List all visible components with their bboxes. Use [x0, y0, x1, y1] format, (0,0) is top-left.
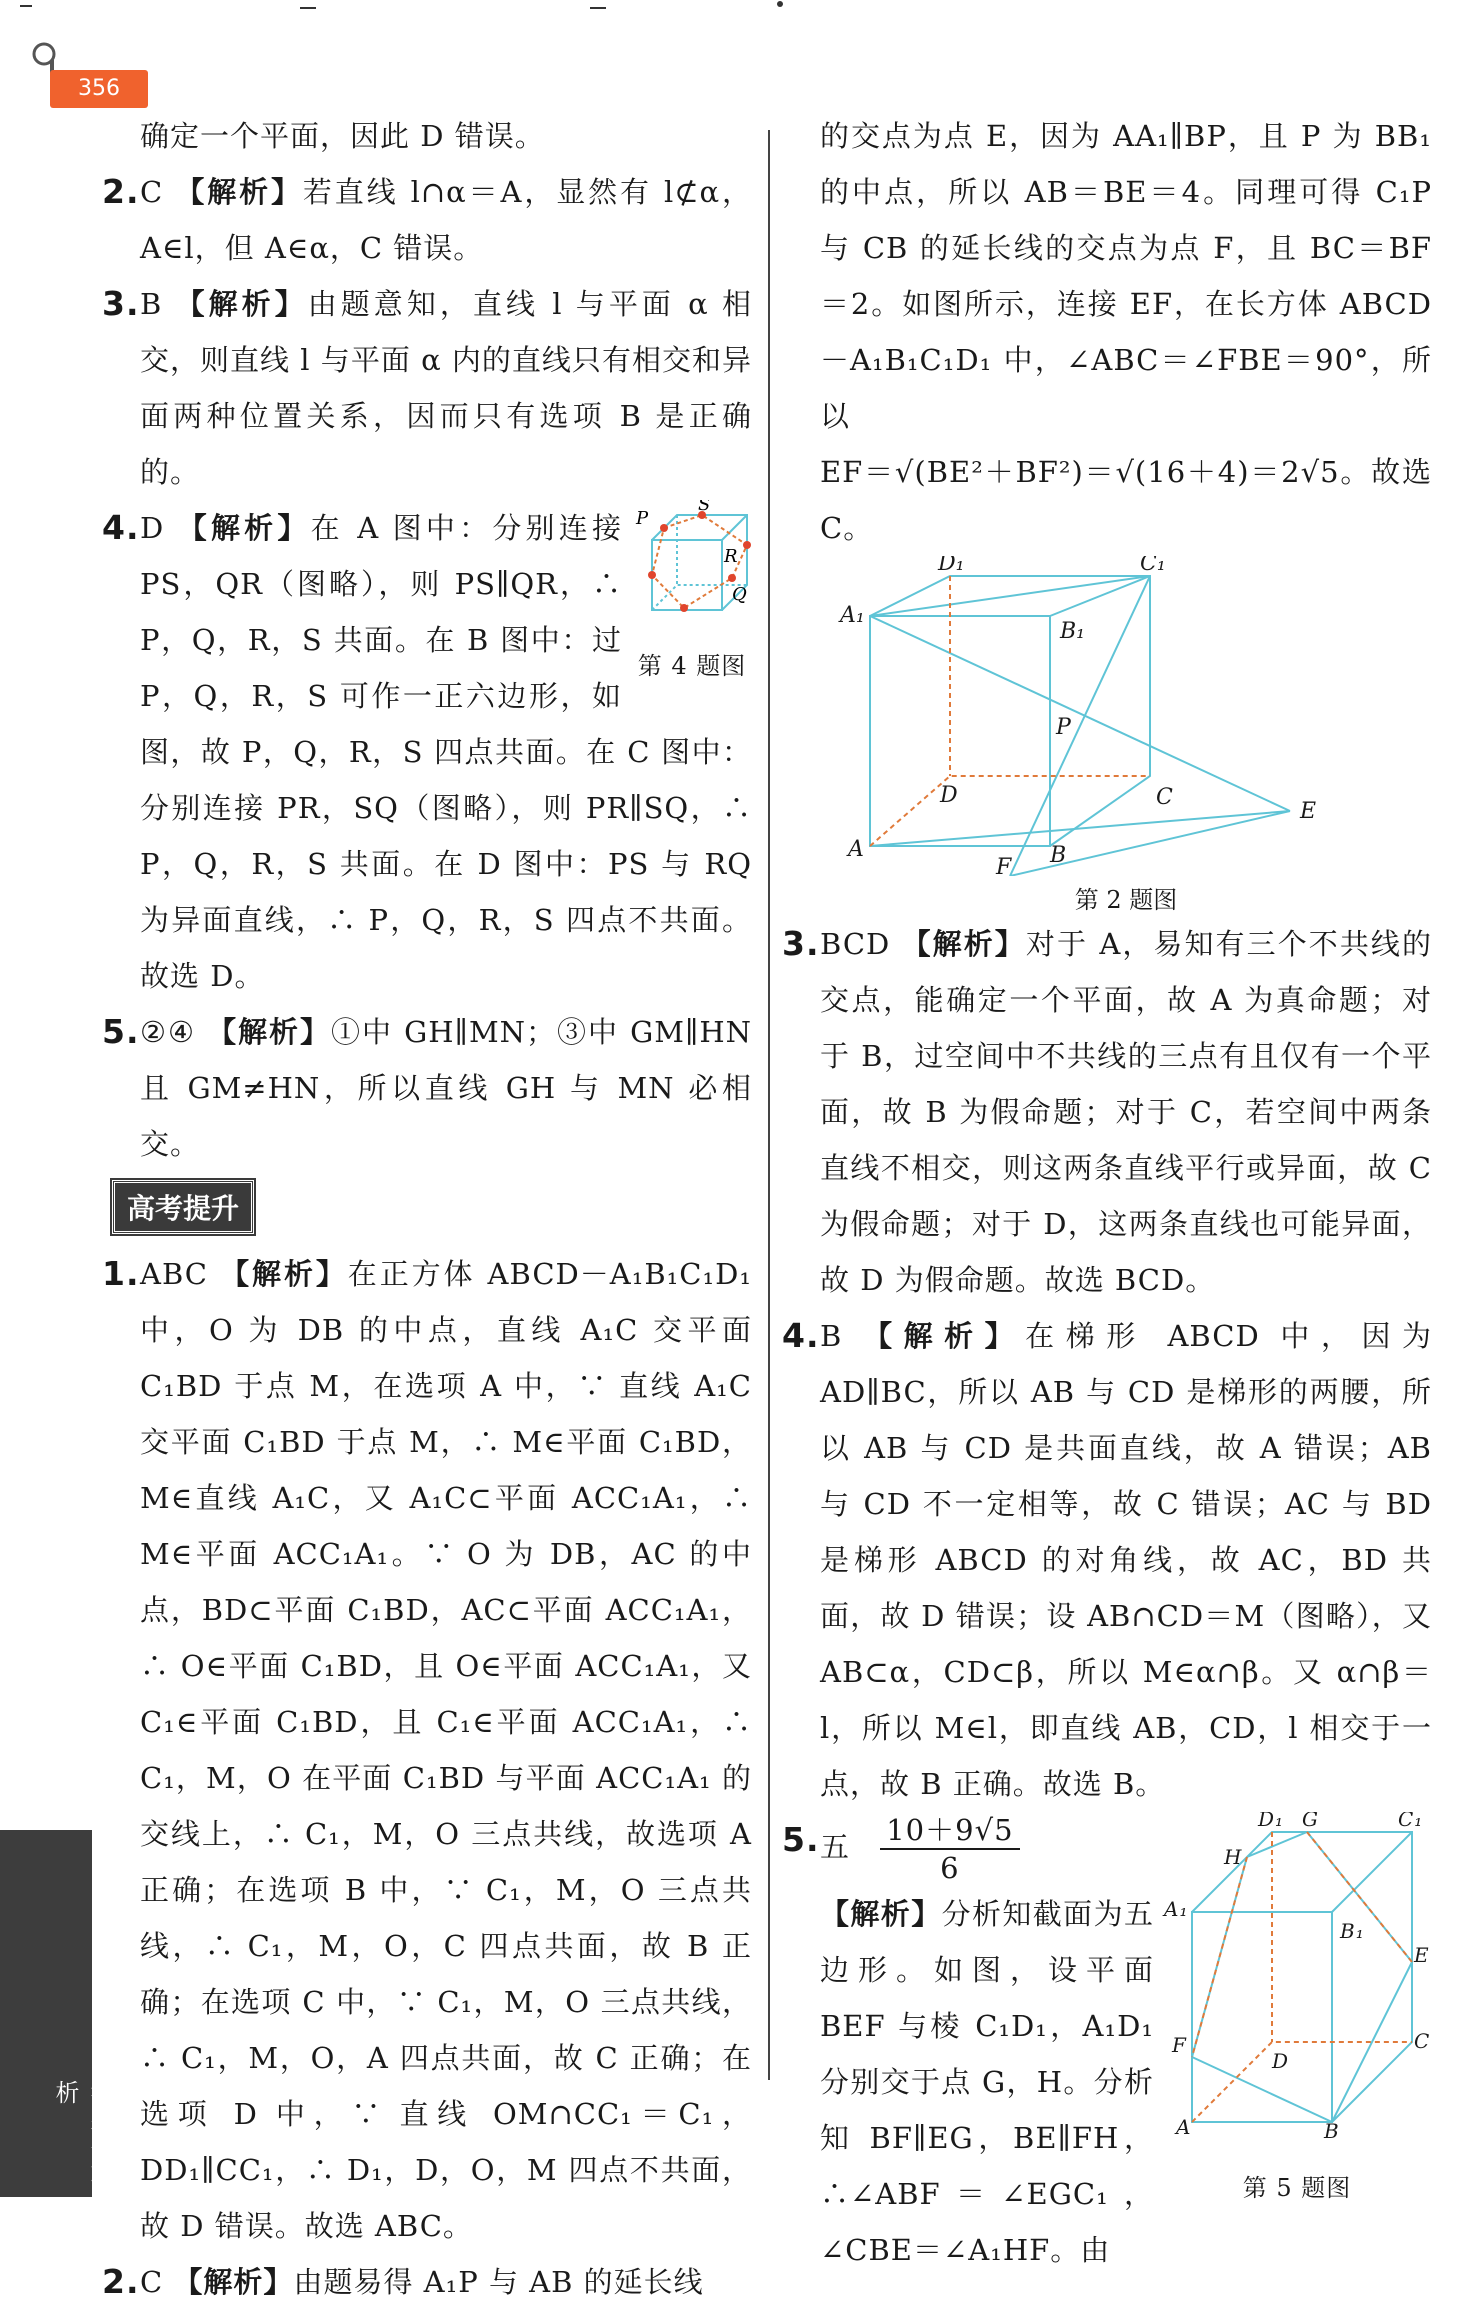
figure-5-caption: 第 5 题图: [1242, 2174, 1352, 2202]
item-number: 3.: [782, 924, 820, 963]
item-number: 1.: [102, 1254, 140, 1293]
figure-5-prism: [1162, 1812, 1432, 2142]
item-text: 由题易得 A₁P 与 AB 的延长线: [293, 2265, 704, 2299]
fig2-label-d: D: [940, 783, 958, 808]
item-5: [102, 1004, 753, 1172]
fig5-label-d1: D₁: [1258, 1812, 1285, 1831]
side-tab-label: 答案与解析: [51, 2080, 114, 2184]
fig2-label-c1: C₁: [1140, 556, 1166, 576]
analysis-tag: 【解析】: [820, 1897, 942, 1931]
continuation-line: 确定一个平面，因此 D 错误。: [140, 119, 545, 153]
fig5-label-d: D: [1272, 2049, 1290, 2073]
item-text: 若直线 l∩α＝A，显然有 l⊄α，A∈l，但 A∈α，C 错误。: [140, 175, 752, 265]
analysis-tag: 【解析】: [220, 1257, 348, 1291]
top-crop-marks: [0, 0, 1478, 16]
right-item-5: [782, 1812, 1432, 2278]
item-answer: 五: [820, 1830, 851, 1864]
item-answer: ABC: [140, 1257, 208, 1291]
continuation-text: 的交点为点 E，因为 AA₁∥BP，且 P 为 BB₁ 的中点，所以 AB＝BE＝4。同理可得 C₁P 与 CB 的延长线的交点为点 F，且 BC＝BF＝2。如图所示，连接 EF，在长方体 ABCD－A₁B₁C₁D₁ 中，∠ABC＝∠FBE＝90°，所以: [820, 119, 1432, 433]
fig2-label-c: C: [1156, 785, 1173, 810]
item-number: 2.: [102, 2262, 140, 2301]
right-column: [782, 108, 1432, 2278]
item-text: 对于 A，易知有三个不共线的交点，能确定一个平面，故 A 为真命题；对于 B，过空间中不共线的三点有且仅有一个平面，故 B 为假命题；对于 C，若空间中两条直线不相交，则这两条直线平行或异面，故 C 为假命题；对于 D，这两条直线也可能异面，故 D 为假命题。故选 BCD。: [820, 927, 1432, 1297]
figure-4-caption: 第 4 题图: [637, 652, 747, 680]
fig5-label-f: F: [1172, 2033, 1187, 2057]
item-answer: BCD: [820, 927, 891, 961]
fig5-label-a: A: [1176, 2115, 1192, 2139]
figure-2-caption: 第 2 题图: [1074, 886, 1178, 914]
column-divider: [768, 130, 770, 2080]
fig5-label-b1: B₁: [1340, 1919, 1365, 1943]
item-text: ①中 GH∥MN；③中 GM∥HN 且 GM≠HN，所以直线 GH 与 MN 必相交。: [140, 1015, 753, 1161]
item-answer: C: [140, 175, 164, 209]
fig5-label-h: H: [1224, 1845, 1243, 1869]
fig5-label-c: C: [1414, 2029, 1431, 2053]
fig2-label-d1: D₁: [938, 556, 965, 576]
analysis-tag: 【解析】: [173, 2265, 294, 2299]
fig4-label-q: Q: [732, 584, 748, 605]
fig2-label-a: A: [848, 837, 864, 862]
right-item-3: [782, 916, 1432, 1308]
figure-2-prism: [820, 556, 1432, 876]
fig5-label-b: B: [1324, 2119, 1340, 2142]
item-answer: C: [140, 2265, 164, 2299]
item-text: 在 A 图中：分别连接 PS，QR（图略），则 PS∥QR，∴ P，Q，R，S 共面。在 B 图中：过 P，Q，R，S 可作一正六边形，如图，故 P，Q，R，S 四点共面。在 C 图中：分别连接 PR，SQ（图略），则 PR∥SQ，∴ P，Q，R，S 共面。在 D 图中：PS 与 RQ 为异面直线，∴ P，Q，R，S 四点不共面。故选 D。: [140, 511, 752, 993]
fig2-label-f: F: [996, 855, 1012, 876]
item-answer: B: [820, 1319, 843, 1353]
item-text: 由题意知，直线 l 与平面 α 相交，则直线 l 与平面 α 内的直线只有相交和异面两种位置关系，因而只有选项 B 是正确的。: [140, 287, 752, 489]
analysis-tag: 【解析】: [175, 287, 308, 321]
gaokao-item-2: [102, 2254, 752, 2310]
item-number: 5.: [782, 1820, 820, 1859]
fig4-label-p: P: [636, 508, 650, 529]
fig2-label-p: P: [1056, 715, 1071, 740]
gaokao-item-1: [102, 1246, 752, 2254]
item-text: 在梯形 ABCD 中，因为 AD∥BC，所以 AB 与 CD 是梯形的两腰，所以 AB 与 CD 是共面直线，故 A 错误；AB 与 CD 不一定相等，故 C 错误；AC 与 BD 是梯形 ABCD 的对角线，故 AC，BD 共面，故 D 错误；设 AB∩CD＝M（图略），又 AB⊂α，CD⊂β，所以 M∈α∩β。又 α∩β＝l，所以 M∈l，即直线 AB，CD，l 相交于一点，故 B 正确。故选 B。: [820, 1319, 1432, 1801]
analysis-tag: 【解析】: [177, 511, 311, 545]
analysis-tag: 【解析】: [863, 1319, 1026, 1353]
fig2-label-b1: B₁: [1060, 619, 1085, 644]
fig4-label-r: R: [724, 546, 739, 567]
figure-4-cube: [632, 500, 752, 620]
figure-5: [1162, 1812, 1432, 2216]
item-text: 在正方体 ABCD－A₁B₁C₁D₁ 中，O 为 DB 的中点，直线 A₁C 交平面 C₁BD 于点 M，在选项 A 中，∵ 直线 A₁C 交平面 C₁BD 于点 M，∴ M∈平面 C₁BD，M∈直线 A₁C，又 A₁C⊂平面 ACC₁A₁，∴ M∈平面 ACC₁A₁。∵ O 为 DB，AC 的中点，BD⊂平面 C₁BD，AC⊂平面 ACC₁A₁，∴ O∈平面 C₁BD，且 O∈平面 ACC₁A₁，又 C₁∈平面 C₁BD，且 C₁∈平面 ACC₁A₁，∴ C₁，M，O 在平面 C₁BD 与平面 ACC₁A₁ 的交线上，∴ C₁，M，O 三点共线，故选项 A 正确；在选项 B 中，∵ C₁，M，O 三点共线，∴ C₁，M，O，C 四点共面，故 B 正确；在选项 C 中，∵ C₁，M，O 三点共线，∴ C₁，M，O，A 四点共面，故 C 正确；在选项 D 中，∵ 直线 OM∩CC₁＝C₁，DD₁∥CC₁，∴ D₁，D，O，M 四点不共面，故 D 错误。故选 ABC。: [140, 1257, 752, 2243]
fig5-label-c1: C₁: [1398, 1812, 1424, 1831]
item-number: 5.: [102, 1012, 140, 1051]
analysis-tag: 【解析】: [901, 927, 1026, 961]
item-number: 2.: [102, 172, 140, 211]
item-number: 3.: [102, 284, 140, 323]
item-2: [102, 164, 752, 276]
figure-4: [632, 500, 752, 694]
fig2-label-b: B: [1050, 843, 1067, 868]
formula-line: EF＝√(BE²＋BF²)＝√(16＋4)＝2√5。故选 C。: [820, 455, 1432, 545]
fig2-label-a1: A₁: [840, 603, 865, 628]
answer-fraction: [880, 1812, 1019, 1886]
item-answer: ②④: [140, 1015, 196, 1049]
item-number: 4.: [782, 1316, 820, 1355]
item-answer: B: [140, 287, 163, 321]
item-number: 4.: [102, 508, 140, 547]
left-column: [102, 108, 753, 2310]
fig5-label-e: E: [1414, 1943, 1430, 1967]
fig4-label-s: S: [698, 500, 712, 515]
analysis-tag: 【解析】: [207, 1015, 331, 1049]
fraction-denominator: 6: [940, 1851, 960, 1885]
right-item-4: [782, 1308, 1432, 1812]
item-4: [102, 500, 752, 1004]
item-answer: D: [140, 511, 165, 545]
section-title: 高考提升: [112, 1180, 254, 1234]
item-text: 分析知截面为五边形。如图，设平面 BEF 与棱 C₁D₁，A₁D₁ 分别交于点 G，H。分析知 BF∥EG，BE∥FH，∴∠ABF＝∠EGC₁，∠CBE＝∠A₁HF。由: [820, 1897, 1154, 2267]
page-number: 356: [50, 70, 148, 108]
fig5-label-a1: A₁: [1164, 1897, 1189, 1921]
item-3: [102, 276, 752, 500]
analysis-tag: 【解析】: [175, 175, 303, 209]
fig5-label-g: G: [1302, 1812, 1319, 1831]
fraction-numerator: 10＋9√5: [880, 1812, 1019, 1850]
fig2-label-e: E: [1300, 799, 1317, 824]
figure-2: [820, 556, 1432, 916]
